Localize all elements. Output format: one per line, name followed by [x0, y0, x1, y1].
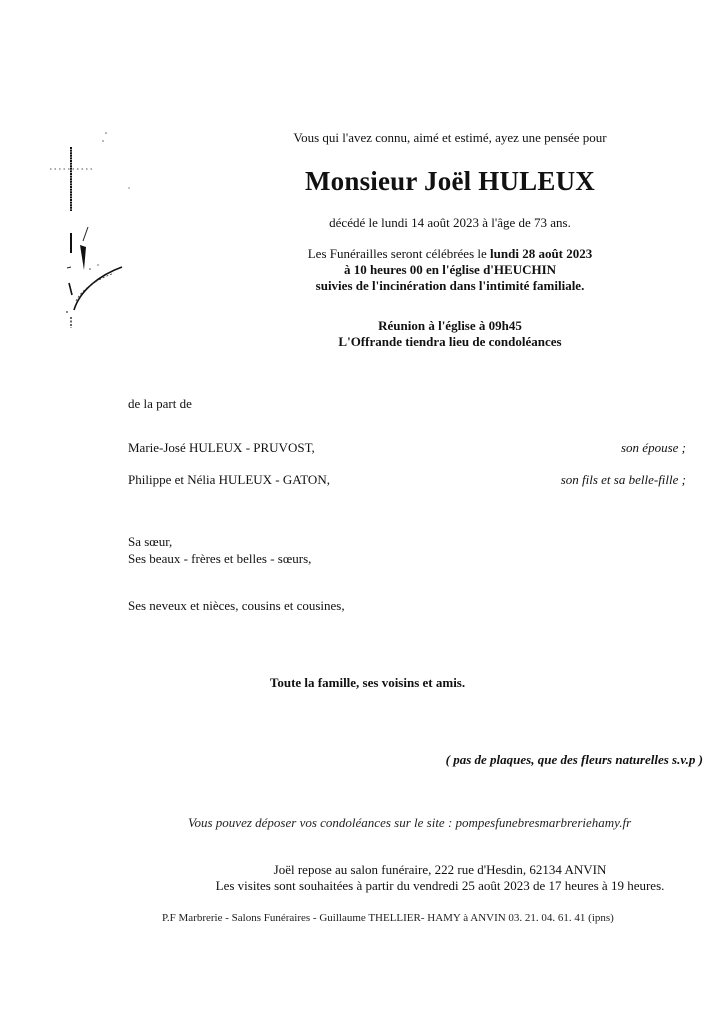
- death-date-line: décédé le lundi 14 août 2023 à l'âge de 73 ans.: [329, 215, 571, 230]
- family-member-relation: son épouse ;: [621, 440, 686, 455]
- funeral-line-1-text: Les Funérailles seront célébrées le: [307, 246, 491, 261]
- funeral-date: lundi 28 août 2023: [490, 246, 593, 261]
- condolences-note: Vous pouvez déposer vos condoléances sur le site : pompesfunebresmarbreriehamy.fr: [188, 815, 632, 830]
- funeral-line-1: [230, 246, 670, 262]
- family-member-name: Marie-José HULEUX - PRUVOST,: [128, 440, 315, 455]
- meeting-line-1: Réunion à l'église à 09h45: [378, 318, 522, 333]
- all-family-line: Toute la famille, ses voisins et amis.: [269, 675, 466, 690]
- flowers-note: ( pas de plaques, que des fleurs naturelles s.v.p ): [445, 752, 703, 767]
- deceased-name-title: Monsieur Joël HULEUX: [304, 166, 595, 196]
- family-row: [128, 472, 686, 488]
- relative-line: Ses beaux - frères et belles - sœurs,: [128, 551, 312, 566]
- funeral-line-2: à 10 heures 00 en l'église d'HEUCHIN: [343, 262, 557, 277]
- family-member-relation: son fils et sa belle-fille ;: [560, 472, 686, 487]
- resting-place-line-1: Joël repose au salon funéraire, 222 rue d'Hesdin, 62134 ANVIN: [273, 862, 607, 877]
- funeral-line-3: suivies de l'incinération dans l'intimité familiale.: [315, 278, 585, 293]
- resting-place-line-2: Les visites sont souhaitées à partir du vendredi 25 août 2023 de 17 heures à 19 heures.: [215, 878, 665, 893]
- nephews-line: Ses neveux et nièces, cousins et cousines,: [128, 598, 345, 613]
- meeting-details: [230, 318, 670, 350]
- intro-text: Vous qui l'avez connu, aimé et estimé, ayez une pensée pour: [293, 130, 607, 145]
- from-label: de la part de: [128, 396, 192, 411]
- relatives-list: [128, 533, 311, 567]
- family-row: [128, 440, 686, 456]
- resting-place-info: [160, 862, 720, 894]
- meeting-line-2: L'Offrande tiendra lieu de condoléances: [338, 334, 562, 349]
- family-member-name: Philippe et Nélia HULEUX - GATON,: [128, 472, 330, 487]
- relative-line: Sa sœur,: [128, 534, 173, 549]
- funeral-details: [230, 246, 670, 294]
- cross-with-flower-icon: [30, 125, 140, 340]
- funeral-home-footer: P.F Marbrerie - Salons Funéraires - Guillaume THELLIER- HAMY à ANVIN 03. 21. 04. 61. 41 (ipns): [162, 912, 614, 924]
